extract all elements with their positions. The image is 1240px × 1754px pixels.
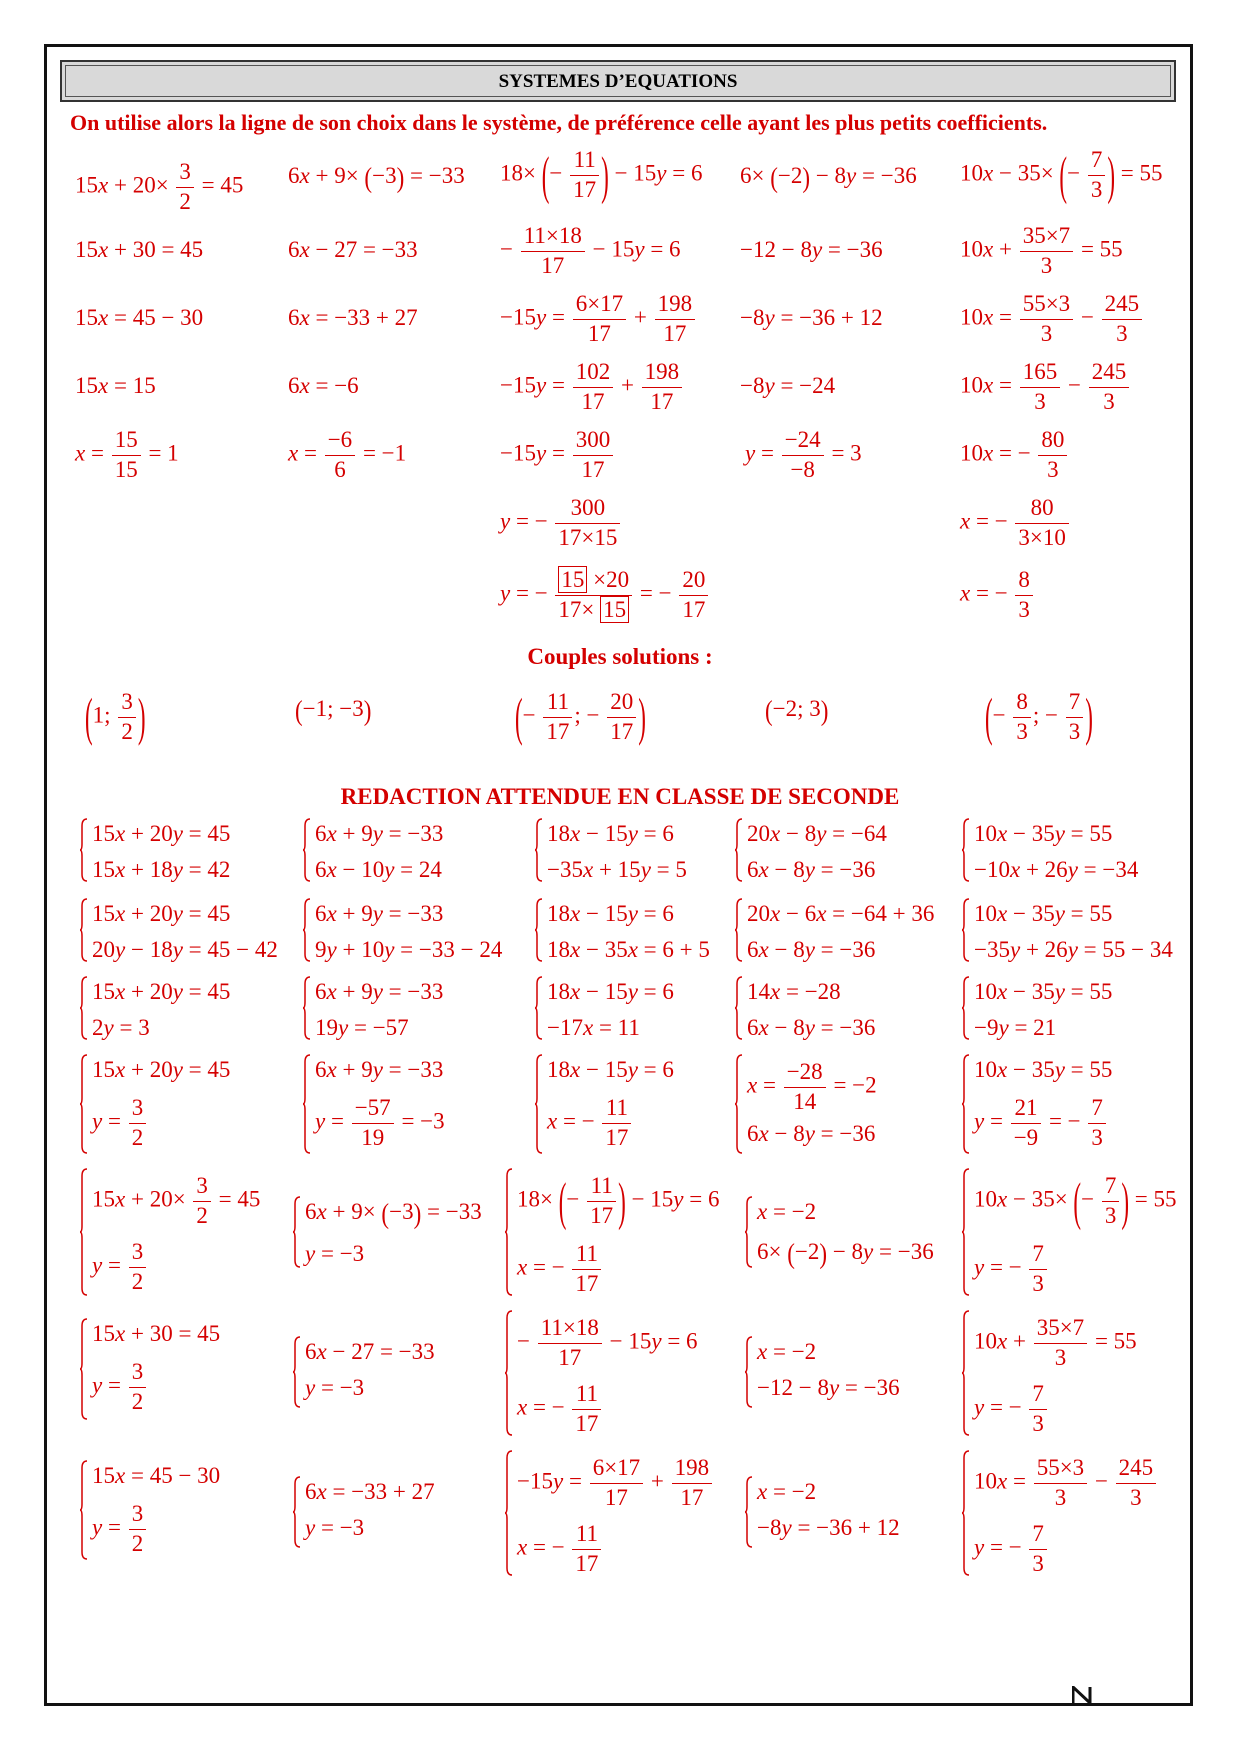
solution-couple: (−2; 3) (765, 695, 829, 727)
equation: 15x = 45 − 30 (75, 305, 204, 330)
solution-couple: (− $\frac{8}{3}$ ; − $\frac{7}{3}$ ) (985, 688, 1093, 746)
equation: y = − $\frac{15 \times 20}{17\times 15}$ = − $\frac{20}{17}$ (500, 566, 710, 625)
equation: 18× (− $\frac{11}{17}$ ) − 15y = 6 (500, 146, 703, 204)
equation: − $\frac{11\times 18}{17}$ − 15y = 6 (500, 223, 681, 278)
solution-couple: (− $\frac{11}{17}$ ; − $\frac{20}{17}$ ) (515, 688, 646, 746)
solutions-heading: Couples solutions : (527, 644, 713, 669)
equation: y = $\frac{-24}{-8}$ = 3 (745, 427, 862, 482)
equation: −8y = −36 + 12 (740, 305, 883, 330)
equation: y = − $\frac{300}{17\times 15}$ (500, 494, 622, 553)
equation: 10x = − $\frac{80}{3}$ (960, 426, 1069, 485)
equation: −8y = −24 (740, 373, 836, 398)
equation: 15x = 15 (75, 373, 156, 398)
equation: 6× (−2) − 8y = −36 (740, 162, 917, 194)
equation: 10x − 35× (− $\frac{7}{3}$ ) = 55 (960, 146, 1163, 204)
section-heading: REDACTION ATTENDUE EN CLASSE DE SECONDE (340, 784, 900, 809)
equation: −15y = $\frac{6\times 17}{17}$ + $\frac{198}{17}$ (500, 290, 697, 349)
equation: 6x = −6 (288, 373, 359, 398)
page-title: SYSTEMES D’EQUATIONS (60, 60, 1176, 102)
intro-text: On utilise alors la ligne de son choix dans le système, de préférence celle ayant les plus petits coefficients. (70, 110, 1048, 135)
solution-couple: (−1; −3) (295, 695, 372, 727)
page-corner-mark (1072, 1686, 1092, 1704)
solution-couple: (1; $\frac{3}{2}$ ) (85, 688, 146, 746)
equation: x = $\frac{15}{15}$ = 1 (75, 427, 179, 482)
equation: 10x = $\frac{165}{3}$ − $\frac{245}{3}$ (960, 358, 1131, 417)
equation: 10x + $\frac{35\times 7}{3}$ = 55 (960, 223, 1123, 278)
equation: 6x + 9× (−3) = −33 (288, 162, 465, 194)
equation: 15x + 20× $\frac{3}{2}$ = 45 (75, 159, 244, 214)
equation: 6x = −33 + 27 (288, 305, 418, 330)
equation: −15y = $\frac{300}{17}$ (500, 426, 615, 485)
equation: −12 − 8y = −36 (740, 237, 883, 262)
equation: −15y = $\frac{102}{17}$ + $\frac{198}{17}$ (500, 358, 684, 417)
equation: x = − $\frac{8}{3}$ (960, 566, 1035, 625)
equation: x = − $\frac{80}{3\times 10}$ (960, 494, 1071, 553)
equation: 15x + 30 = 45 (75, 237, 204, 262)
equation: 10x = $\frac{55\times 3}{3}$ − $\frac{245}{3}$ (960, 290, 1144, 349)
equation: 6x − 27 = −33 (288, 237, 418, 262)
equation: x = $\frac{-6}{6}$ = −1 (288, 427, 407, 482)
